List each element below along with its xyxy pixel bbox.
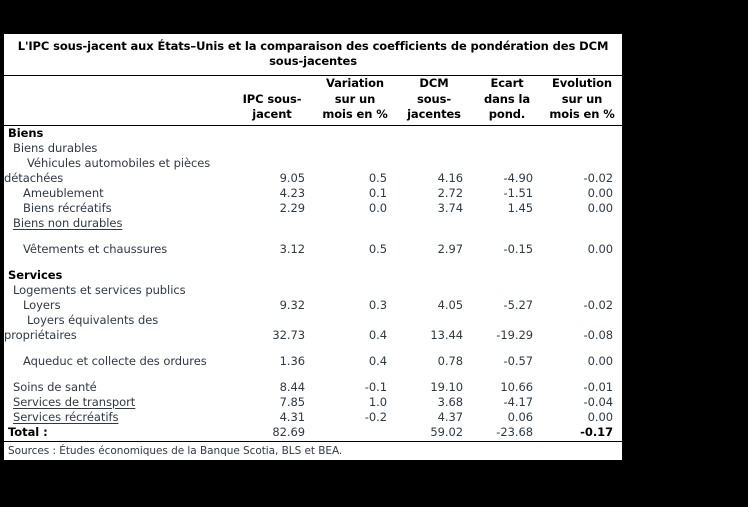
cell-evolution	[542, 216, 622, 231]
cell-evolution: 0.00	[587, 241, 614, 256]
cell-ipc: 8.44	[279, 379, 305, 394]
header-line-3: pond.	[488, 107, 526, 121]
cell-ecart	[472, 141, 542, 156]
row-label	[4, 216, 230, 231]
cell-ipc: 9.32	[279, 297, 305, 312]
cell-ipc: 32.73	[272, 327, 305, 342]
cell-ecart: 0.06	[507, 409, 533, 424]
cell-dcm	[396, 141, 472, 156]
total-dcm: 59.02	[396, 425, 472, 442]
table-title: L'IPC sous-jacent aux États–Unis et la comparaison des coefficients de pondération des DCM sous-jacentes	[4, 34, 622, 76]
row-label-text: Biens non durables	[13, 215, 123, 230]
cell-variation: 1.0	[368, 394, 387, 409]
cell-evolution: -0.02	[583, 297, 614, 312]
column-header-dcm	[396, 76, 472, 126]
cell-ecart: 10.66	[500, 379, 533, 394]
row-label-text: Biens durables	[13, 140, 98, 155]
spacer-cell	[4, 343, 622, 354]
total-label: Total :	[4, 425, 230, 442]
table-spacer-row	[4, 343, 622, 354]
cell-ecart	[472, 125, 542, 141]
column-header-variation	[314, 76, 396, 126]
row-label	[4, 395, 230, 410]
table-row	[4, 242, 622, 257]
header-line-2: IPC sous-	[242, 91, 302, 106]
row-label	[4, 410, 230, 425]
table-title-row	[4, 34, 622, 76]
cell-dcm: 4.05	[437, 297, 463, 312]
cpi-comparison-table	[4, 34, 622, 460]
cell-evolution	[542, 268, 622, 283]
total-row	[4, 425, 622, 442]
header-line-2: sur un	[561, 91, 603, 106]
source-note: Sources : Études économiques de la Banque Scotia, BLS et BEA.	[8, 444, 343, 457]
cell-ipc: 7.85	[279, 394, 305, 409]
cell-variation: -0.1	[364, 379, 387, 394]
cell-ipc: 1.36	[279, 353, 305, 368]
cell-variation: 0.5	[368, 241, 387, 256]
table-row	[4, 201, 622, 216]
cell-dcm: 4.37	[437, 409, 463, 424]
table-header-row	[4, 76, 622, 126]
row-label-text: Vêtements et chaussures	[23, 241, 168, 256]
row-label	[4, 156, 230, 186]
cell-variation	[314, 268, 396, 283]
row-label-text: Services récréatifs	[13, 409, 119, 424]
table-spacer-row	[4, 257, 622, 268]
cell-dcm: 4.16	[437, 170, 463, 185]
header-line-3: jacentes	[407, 107, 461, 121]
table-row	[4, 156, 622, 186]
spacer-cell	[4, 369, 622, 380]
table-row	[4, 268, 622, 283]
table-row	[4, 283, 622, 298]
cell-dcm: 13.44	[430, 327, 463, 342]
table-row	[4, 125, 622, 141]
row-label	[4, 380, 230, 395]
cell-variation	[314, 125, 396, 141]
cell-dcm: 19.10	[430, 379, 463, 394]
cell-evolution: 0.00	[587, 409, 614, 424]
table-row	[4, 380, 622, 395]
header-line-3: mois en %	[322, 107, 388, 121]
cell-dcm	[396, 216, 472, 231]
cell-ipc	[230, 283, 314, 298]
cell-ipc	[230, 268, 314, 283]
header-line-3: mois en %	[549, 107, 615, 121]
cell-ecart: -5.27	[503, 297, 533, 312]
cell-ipc: 4.23	[279, 185, 305, 200]
header-line-1: Ecart	[490, 76, 524, 90]
row-label-text: Logements et services publics	[13, 282, 186, 297]
row-label-text: Services	[8, 267, 63, 282]
header-line-1: Variation	[325, 76, 385, 90]
table-spacer-row	[4, 231, 622, 242]
row-label	[4, 186, 230, 201]
cell-ecart: -4.17	[503, 394, 533, 409]
cell-evolution: -0.08	[583, 327, 614, 342]
table-row	[4, 395, 622, 410]
cell-dcm: 3.68	[437, 394, 463, 409]
header-line-1: DCM	[419, 76, 449, 90]
cell-ecart: 1.45	[507, 200, 533, 215]
row-label-text: Biens	[8, 125, 44, 140]
cell-dcm: 3.74	[437, 200, 463, 215]
table-row	[4, 410, 622, 425]
total-ecart: -23.68	[472, 425, 542, 442]
table-spacer-row	[4, 369, 622, 380]
header-line-3: jacent	[252, 107, 292, 121]
total-ipc: 82.69	[230, 425, 314, 442]
cell-variation	[314, 141, 396, 156]
cell-ecart: -19.29	[496, 327, 533, 342]
header-line-2: sur un	[334, 91, 376, 106]
cell-ecart: -1.51	[503, 185, 533, 200]
row-label-line-2: détachées	[4, 170, 64, 185]
total-variation	[314, 425, 396, 442]
row-label-text: Biens récréatifs	[23, 200, 112, 215]
source-row	[4, 441, 622, 460]
cell-ipc: 2.29	[279, 200, 305, 215]
row-label	[4, 298, 230, 313]
cell-variation: 0.1	[368, 185, 387, 200]
row-label	[4, 283, 230, 298]
row-label-text: Ameublement	[23, 185, 104, 200]
row-label-line-1: Loyers équivalents des	[27, 312, 159, 327]
column-header-label	[4, 76, 230, 126]
cell-ecart	[472, 283, 542, 298]
cell-evolution: 0.00	[587, 353, 614, 368]
table-row	[4, 186, 622, 201]
cell-evolution: -0.01	[583, 379, 614, 394]
row-label-text: Services de transport	[13, 394, 136, 409]
table-row	[4, 313, 622, 343]
column-header-ipc	[230, 76, 314, 126]
cell-evolution: 0.00	[587, 185, 614, 200]
total-evolution: -0.17	[542, 425, 622, 442]
cell-evolution: -0.04	[583, 394, 614, 409]
row-label-line-2: propriétaires	[4, 327, 77, 342]
cell-evolution: -0.02	[583, 170, 614, 185]
cell-dcm	[396, 283, 472, 298]
cell-variation: -0.2	[364, 409, 387, 424]
cell-variation	[314, 283, 396, 298]
table-row	[4, 354, 622, 369]
table-row	[4, 298, 622, 313]
cell-variation: 0.3	[368, 297, 387, 312]
row-label	[4, 141, 230, 156]
cell-variation: 0.0	[368, 200, 387, 215]
row-label-text: Aqueduc et collecte des ordures	[23, 353, 207, 368]
cell-ipc	[230, 125, 314, 141]
cell-dcm: 2.72	[437, 185, 463, 200]
table-row	[4, 141, 622, 156]
cell-dcm: 0.78	[437, 353, 463, 368]
cell-ipc: 3.12	[279, 241, 305, 256]
row-label	[4, 242, 230, 257]
cell-evolution	[542, 141, 622, 156]
spacer-cell	[4, 231, 622, 242]
header-line-1: Evolution	[552, 76, 613, 90]
table-row	[4, 216, 622, 231]
cell-ecart	[472, 268, 542, 283]
row-label-line-1: Véhicules automobiles et pièces	[27, 155, 211, 170]
spacer-cell	[4, 257, 622, 268]
cell-ecart	[472, 216, 542, 231]
cell-variation: 0.5	[368, 170, 387, 185]
cpi-table-container	[3, 33, 623, 461]
cell-variation: 0.4	[368, 327, 387, 342]
column-header-evolution	[542, 76, 622, 126]
row-label-text: Soins de santé	[13, 379, 97, 394]
cell-ipc	[230, 216, 314, 231]
cell-ipc: 9.05	[279, 170, 305, 185]
cell-variation	[314, 216, 396, 231]
column-header-ecart	[472, 76, 542, 126]
cell-ecart: -0.15	[503, 241, 533, 256]
cell-dcm	[396, 125, 472, 141]
header-line-2: sous-	[416, 91, 452, 106]
row-label-text: Loyers	[23, 297, 61, 312]
cell-variation: 0.4	[368, 353, 387, 368]
cell-dcm: 2.97	[437, 241, 463, 256]
cell-evolution: 0.00	[587, 200, 614, 215]
cell-ipc: 4.31	[279, 409, 305, 424]
row-label	[4, 125, 230, 141]
row-label	[4, 268, 230, 283]
cell-ecart: -4.90	[503, 170, 533, 185]
row-label	[4, 313, 230, 343]
row-label	[4, 201, 230, 216]
cell-evolution	[542, 283, 622, 298]
cell-ecart: -0.57	[503, 353, 533, 368]
table-body	[4, 125, 622, 425]
row-label	[4, 354, 230, 369]
cell-ipc	[230, 141, 314, 156]
cell-dcm	[396, 268, 472, 283]
header-line-2: dans la	[483, 91, 531, 106]
cell-evolution	[542, 125, 622, 141]
